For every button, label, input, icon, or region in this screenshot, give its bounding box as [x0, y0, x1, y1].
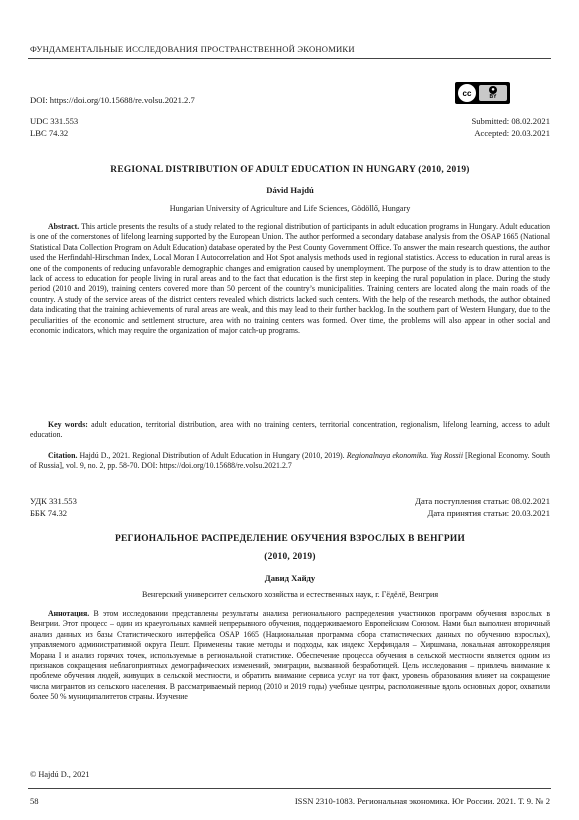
ru-submitted-date: Дата поступления статьи: 08.02.2021 — [415, 496, 550, 506]
header-rule — [28, 58, 551, 59]
copyright-notice: © Hajdú D., 2021 — [30, 770, 90, 779]
ru-meta-row-2 — [30, 508, 550, 518]
en-meta-row-2 — [30, 128, 550, 138]
en-keywords-text: adult education, territorial distribution, area with no training centers, territorial concentration, regionalism, lifelong learning, access to adult education. — [30, 420, 550, 440]
en-submitted-date: Submitted: 08.02.2021 — [471, 116, 550, 126]
cc-by-license-badge[interactable] — [455, 82, 510, 104]
ru-udc: УДК 331.553 — [30, 496, 77, 506]
en-udc: UDC 331.553 — [30, 116, 79, 126]
en-abstract-text: This article presents the results of a study related to the regional distribution of participants in adult education programs in Hungary. Adult education is one of the cornerstones of lifelong learning supported by the European Union. The author performed a secondary database analysis from the OSAP 1665 (National Statistical Data Collection Program on Adult Education) database operated by the Pest County Government Office. To answer the main research questions, the author used the Herfindahl-Hirschman Index, Local Moran I Autocorrelation and Hot Spot analysis methods used in regional statistics. Access to education in rural areas is one of the components of reducing unfavorable demographic changes and emigration caused by unemployment. The purpose of the study is to draw attention to the lack of access to education for people living in rural areas and to the fact that education is the first step in keeping the rural population in place. During the study period (2010 and 2019), training centers covered more than 50 percent of the country’s municipalities. Training centers are located along the main roads of the country. A study of the service areas of the district centers revealed which districts lacked such centers. With the help of the research methods, the author obtained data indicating that the training achievements of rural areas are weak, and this may lead to their further backlog. In the southern part of Western Hungary, due to the peculiarities of the economic and settlement structure, area with no training centers was formed. Over time, the problems will also appear in other social and economic indicators, which may require the organization of major catch-up programs. — [30, 222, 550, 336]
en-lbc: LBC 74.32 — [30, 128, 69, 138]
en-citation — [30, 451, 550, 472]
en-abstract-label: Abstract. — [48, 222, 80, 231]
en-keywords — [30, 420, 550, 441]
en-citation-text-1: Hajdú D., 2021. Regional Distribution of Adult Education in Hungary (2010, 2019). — [79, 451, 345, 460]
attribution-icon — [479, 85, 507, 101]
creative-commons-icon: cc — [458, 84, 476, 102]
ru-author-name: Давид Хайду — [264, 573, 316, 583]
by-label: BY — [489, 94, 497, 100]
person-icon: ● — [489, 86, 497, 94]
footer-rule — [28, 788, 551, 789]
ru-meta-row-1 — [30, 496, 550, 506]
ru-accepted-date: Дата принятия статьи: 20.03.2021 — [427, 508, 550, 518]
ru-affiliation: Венгерский университет сельского хозяйства и естественных наук, г. Гёдёлё, Венгрия — [141, 590, 439, 599]
ru-abstract-text: В этом исследовании представлены результаты анализа регионального распределения участников программ обучения взрослых в Венгрии. Этот процесс – один из краеугольных камней непрерывного обучения, поддерживаемого Европейским Союзом. Нами был выполнен вторичный анализ данных из базы Статистического интерфейса OSAP 1665 (Национальная программа сбора статистических данных по обучению взрослых), управляемого административной округа Пешт. Применены такие методы и подходы, как индекс Херфиндаля – Хиршмана, локальная автокорреляция Морана I и анализ горячих точек, используемые в региональной статистике. Обеспечение процесса обучения в сельской местности является одним из признаков сокращения неблагоприятных демографических изменений, эмиграции, вызванной безработицей. Цель исследования – привлечь внимание к проблеме обучения людей, живущих в сельской местности, и обратить внимание сервиса услуг на тот факт, уровень образования влияет на сокращение числа мигрантов из сельского населения. В рассматриваемый период (2010 и 2019 годы) учебные центры, расположенные вдоль основных дорог, охватили более 50 % муниципалитетов страны. Изучение — [30, 609, 550, 702]
journal-footer: ISSN 2310-1083. Региональная экономика. Юг России. 2021. Т. 9. № 2 — [294, 796, 550, 806]
ru-article-title-line2: (2010, 2019) — [264, 552, 316, 562]
en-citation-label: Citation. — [48, 451, 78, 460]
page-number: 58 — [30, 796, 39, 806]
en-keywords-label: Key words: — [48, 420, 88, 429]
en-meta-row-1 — [30, 116, 550, 126]
running-head: ФУНДАМЕНТАЛЬНЫЕ ИССЛЕДОВАНИЯ ПРОСТРАНСТВЕННОЙ ЭКОНОМИКИ — [30, 44, 355, 54]
doi-line[interactable]: DOI: https://doi.org/10.15688/re.volsu.2021.2.7 — [30, 95, 195, 105]
ru-lbc: ББК 74.32 — [30, 508, 68, 518]
en-citation-text-2[interactable]: [Regional Economy. South of Russia], vol. 9, no. 2, pp. 58-70. DOI: https://doi.org/10.15688/re.volsu.2021.2.7 — [30, 451, 550, 471]
ru-abstract — [30, 609, 550, 703]
en-citation-journal: Regionalnaya ekonomika. Yug Rossii — [346, 451, 464, 460]
ru-article-title-line1: РЕГИОНАЛЬНОЕ РАСПРЕДЕЛЕНИЕ ОБУЧЕНИЯ ВЗРОСЛЫХ В ВЕНГРИИ — [115, 534, 465, 544]
en-accepted-date: Accepted: 20.03.2021 — [474, 128, 550, 138]
en-affiliation: Hungarian University of Agriculture and Life Sciences, Gödöllő, Hungary — [169, 204, 411, 213]
en-article-title: REGIONAL DISTRIBUTION OF ADULT EDUCATION IN HUNGARY (2010, 2019) — [110, 165, 470, 175]
ru-abstract-label: Аннотация. — [48, 609, 90, 618]
en-author-name: Dávid Hajdú — [266, 185, 314, 195]
en-abstract — [30, 222, 550, 336]
